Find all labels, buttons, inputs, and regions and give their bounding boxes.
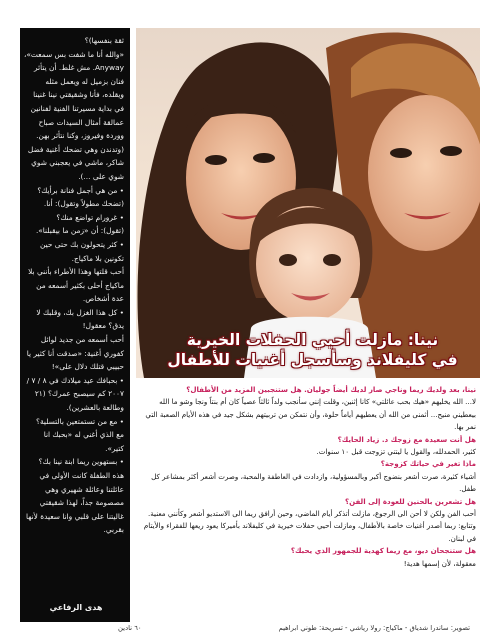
article-answer: كثير، الحمدلله، والقول يا ليتني تزوجت قبل ١٠ سنوات. [316, 447, 476, 457]
sidebar-paragraph: • بحبافك عيد ميلادك في ٨ / ٧ / ٢٠٠٧ كم سيصبح عمرك؟ (٢١ وطالعة بالعشرين). [26, 375, 124, 413]
article-question: ماذا تغير في حياتك كزوجة؟ [380, 459, 476, 469]
article-body [140, 384, 476, 606]
sidebar-paragraph: ثقة بنفسها)؟ [84, 36, 124, 45]
sidebar-paragraph: (تقول): أن «زمن ما بيقبلنا». [35, 226, 124, 236]
sidebar-paragraph: • كثر يتحولون بك حتى حين تكونين بلا ماكياج. [40, 239, 124, 263]
sidebar-paragraph: مع الذي أغني له «بحبك انا كتير». [43, 430, 124, 453]
sidebar-paragraph: أحب أسمعه من جديد لوائل كفوري أغنية: «صدقت أنا كثير يا حبيبي قتلك دلال على»! [26, 335, 124, 372]
page-number: ٦٠ نادين [118, 624, 142, 632]
article-question: هل تشعرين بالحنين للعودة إلى الفن؟ [344, 496, 476, 506]
sidebar-paragraph: • من هي أجمل فنانة برأيك؟ (تضحك مطولاً وتقول): أنا. [37, 185, 124, 209]
sidebar-paragraph: • بستهوين ريما ابنة نينا بك؟ [38, 457, 124, 467]
family-photo [136, 28, 480, 378]
sidebar-column [20, 28, 130, 622]
article-answer: معقولة، لأن إسمها هدية! [403, 558, 476, 568]
sidebar-paragraph: • كل هذا الغزل بك، وقلبك لا يدق؟ معقول! [36, 307, 124, 331]
article-question: هل أنت سعيدة مع زوجك د. زياد الحايك؟ [337, 434, 476, 444]
sidebar-text [24, 34, 124, 537]
sidebar-paragraph: «والله أنا ما شفت بس سمعت»، Anyway. مش غلط. أن يتأثر فنان بزميل له ويعمل مثله ويقلده، فأنا وشقيقتي نينا غنينا في بداية مسيرتنا الفنية لفنانين عمالقة أمثال السيدات صباح ووردة وفيروز، وكنا نتأثر بهن. [24, 49, 124, 141]
headline [160, 330, 465, 370]
author-signature: هدى الرفاعي [49, 603, 103, 613]
sidebar-paragraph: هذه الطفلة كانت الأولى في عائلتنا وعائلة شهيري وهي مصصومة جداً، لهذا شقيقتي غاليتنا على قلبي وانا سعيدة لأنها بقربي. [25, 471, 124, 535]
sidebar-paragraph: • غرورام تواضع منك؟ [56, 212, 124, 222]
article-question: نينا، بعد ولديك ريما وناجي صار لديك أيضاً جوليان. هل ستنجبين المزيد من الأطفال؟ [186, 385, 476, 394]
headline-line-2: في كليفلاند وسأسجل أغنيات للأطفال [167, 351, 458, 369]
article-answer: أشياء كثيرة، صرت أشعر بنضوج أكبر وبالمسؤولية، وازدادت في العاطفة والمحبة، وصرت أشعر أكثر بمشاعر كل طفل. [151, 471, 476, 494]
sidebar-paragraph: (وتدندن وهي تضحك أغنية فضل شاكر، ماشي في يعجبني شوي شوي على ...). [27, 144, 124, 181]
photo-credits: تصوير: ساندرا شدياق - ماكياج: رولا رياشي - تسريحة: طوني ابراهيم [278, 624, 470, 632]
headline-line-1: نينا: مازلت أحيي الحفلات الخيرية [186, 331, 439, 349]
article-answer: لا... الله يخليهم «هيك بحب عائلتي» كانا إثنين، وقلت إنني سأنجب ولداً ثالثاً عصياً كان أم بنتاً ونجا وشو ما الله بيعطيني منيح... أثمنى من الله أن يعطيهم أياماً حلوة، وأن نتمكن من تربيتهم بشكل جيد في هذه الأيام الصعبة التي نمر بها. [145, 397, 476, 432]
photo-illustration [136, 28, 480, 378]
sidebar-paragraph: أحب قلتها وهذا الأطراء بأنني بلا ماكياج أحلى بكثير أسمعه من عدة أشخاص. [28, 267, 124, 304]
article-answer: أحب الفن ولكن لا أحن الى الرجوع، مازلت أتذكر أيام الماضي، وحين أرافق ريما الى الاستديو أشعر وكأنني معنية. وتتابع: ربما أصدر أغنيات خاصة بالأطفال، ومازلت أحيي حفلات خيرية في كليفلاند بأميركا يعود ريعها للفقراء والأيتام في لبنان. [143, 509, 476, 543]
article-question: هل ستنجحان ديو، مع ريما كهدية للجمهور الذي يحبك؟ [290, 546, 476, 556]
sidebar-paragraph: • مع من تستمتعين بالتسلية؟ [36, 416, 124, 426]
